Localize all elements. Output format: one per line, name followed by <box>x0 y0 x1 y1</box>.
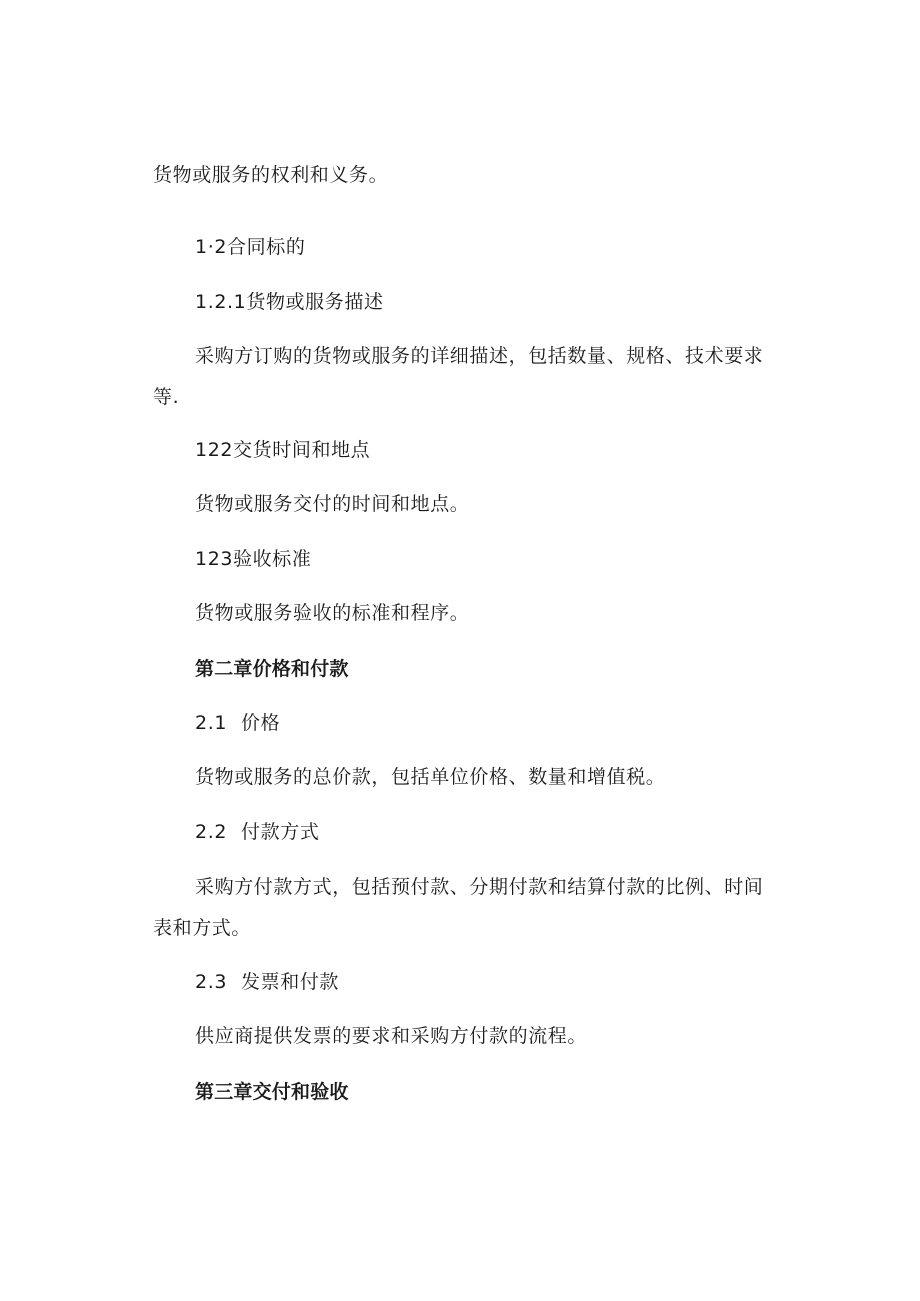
paragraph-2-3: 供应商提供发票的要求和采购方付款的流程。 <box>195 1025 588 1047</box>
chapter-2-heading: 第二章价格和付款 <box>195 658 349 680</box>
section-heading-1-2: 1·2合同标的 <box>195 236 306 258</box>
paragraph-1-2-2: 货物或服务交付的时间和地点。 <box>195 493 470 515</box>
chapter-3-heading: 第三章交付和验收 <box>195 1081 349 1103</box>
section-number-2-3: 2.3 <box>195 971 228 993</box>
paragraph-2-1: 货物或服务的总价款，包括单位价格、数量和增值税。 <box>195 766 666 788</box>
section-number-2-1: 2.1 <box>195 712 228 734</box>
paragraph-2-2-line-1: 采购方付款方式，包括预付款、分期付款和结算付款的比例、时间 <box>195 876 764 898</box>
section-heading-1-2-2: 122交货时间和地点 <box>195 439 371 461</box>
section-heading-2-3 <box>195 970 339 994</box>
section-title-2-2: 付款方式 <box>241 821 320 843</box>
paragraph-1-2-3: 货物或服务验收的标准和程序。 <box>195 602 470 624</box>
section-title-2-3: 发票和付款 <box>241 971 340 993</box>
section-heading-2-1 <box>195 711 280 735</box>
section-heading-2-2 <box>195 820 319 844</box>
section-number-2-2: 2.2 <box>195 821 228 843</box>
section-heading-1-2-3: 123验收标准 <box>195 548 312 570</box>
paragraph-2-2-line-2: 表和方式。 <box>153 917 252 939</box>
section-title-2-1: 价格 <box>241 712 281 734</box>
section-heading-1-2-1: 1.2.1货物或服务描述 <box>195 291 384 313</box>
paragraph-1-2-1-line-1: 采购方订购的货物或服务的详细描述，包括数量、规格、技术要求 <box>195 345 764 367</box>
paragraph-1-2-1-line-2: 等. <box>153 386 180 408</box>
paragraph-rights-continued: 货物或服务的权利和义务。 <box>153 164 389 186</box>
